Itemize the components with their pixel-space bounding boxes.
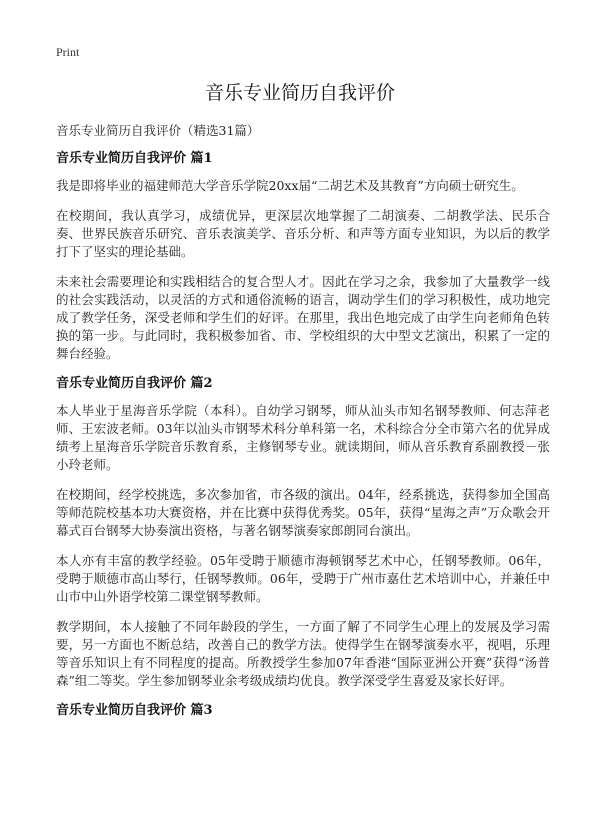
section-title: 音乐专业简历自我评价 篇3 xyxy=(56,703,213,718)
paragraph: 在校期间，我认真学习，成绩优异，更深层次地掌握了二胡演奏、二胡教学法、民乐合奏、世界民族音乐研究、音乐表演美学、音乐分析、和声等方面专业知识，为以后的教学打下了坚实的理论基础。 xyxy=(56,208,550,259)
section-title: 音乐专业简历自我评价 篇2 xyxy=(56,376,213,391)
print-link[interactable]: Print xyxy=(56,45,80,59)
page-title: 音乐专业简历自我评价 xyxy=(204,82,395,104)
intro-text: 音乐专业简历自我评价（精选31篇） xyxy=(56,123,260,138)
paragraph: 本人毕业于星海音乐学院（本科）。自幼学习钢琴，师从汕头市知名钢琴教师、何志萍老师、王宏波老师。03年以汕头市钢琴术科分单科第一名，术科综合分全市第六名的优异成绩考上星海音乐学院音乐教育系，主修钢琴专业。就读期间，师从音乐教育系副教授－张小玲老师。 xyxy=(56,403,550,472)
paragraph: 未来社会需要理论和实践相结合的复合型人才。因此在学习之余，我参加了大量教学一线的社会实践活动，以灵活的方式和通俗流畅的语言，调动学生们的学习积极性，成功地完成了教学任务，深受老师和学生们的好评。在那里，我出色地完成了由学生向老师角色转换的第一步。与此同时，我积极参加省、市、学校组织的大中型文艺演出，积累了一定的舞台经验。 xyxy=(56,274,550,361)
paragraph: 我是即将毕业的福建师范大学音乐学院20xx届“二胡艺术及其教育”方向硕士研究生。 xyxy=(56,178,524,193)
paragraph: 本人亦有丰富的教学经验。05年受聘于顺德市海顿钢琴艺术中心，任钢琴教师。06年，受聘于顺德市高山琴行，任钢琴教师。06年，受聘于广州市嘉仕艺术培训中心，并兼任中山市中山外语学校第二课堂钢琴教师。 xyxy=(56,553,550,604)
paragraph: 教学期间，本人接触了不同年龄段的学生，一方面了解了不同学生心理上的发展及学习需要，另一方面也不断总结，改善自己的教学方法。使得学生在钢琴演奏水平，视唱，乐理等音乐知识上有不同程度的提高。所教授学生参加07年香港“国际亚洲公开赛”获得“汤普森”组二等奖。学生参加钢琴业余考级成绩均优良。教学深受学生喜爱及家长好评。 xyxy=(56,619,550,688)
paragraph: 在校期间，经学校挑选，多次参加省，市各级的演出。04年，经系挑选，获得参加全国高等师范院校基本功大赛资格，并在比赛中获得优秀奖。05年，获得“星海之声”万众歌会开幕式百台钢琴大协奏演出资格，与著名钢琴演奏家郎朗同台演出。 xyxy=(56,487,550,538)
section-title: 音乐专业简历自我评价 篇1 xyxy=(56,151,213,166)
article-body xyxy=(56,150,550,729)
